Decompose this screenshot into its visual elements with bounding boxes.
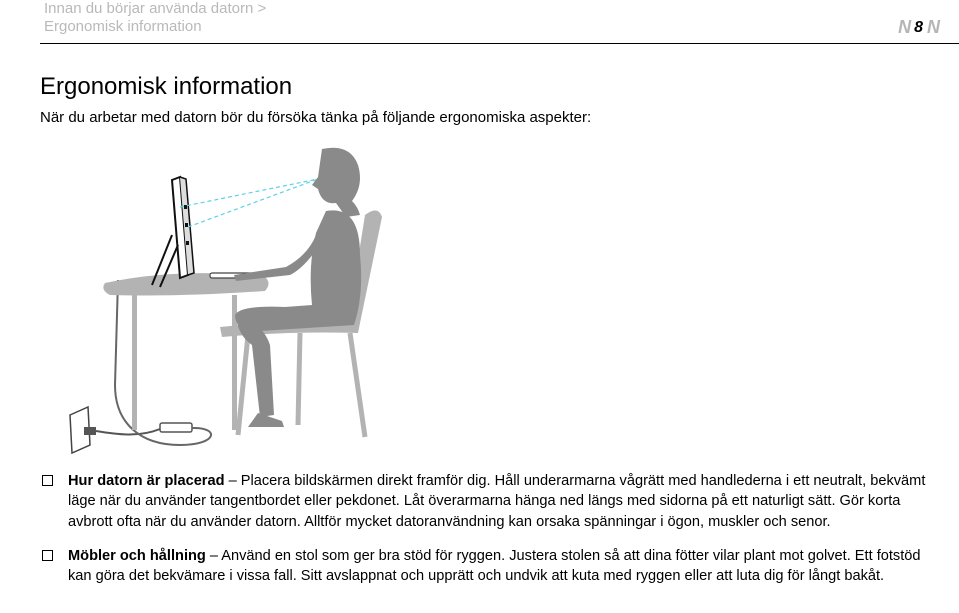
- line-of-sight: [180, 179, 318, 227]
- header-divider: [40, 43, 959, 44]
- desk-shape: [103, 273, 268, 430]
- page-title: Ergonomisk information: [40, 73, 293, 100]
- list-item: [40, 546, 940, 587]
- power-outlet-icon: [70, 280, 211, 453]
- bullet-text: – Använd en stol som ger bra stöd för ryggen. Justera stolen så att dina fötter vilar plant mot golvet. Ett fotstöd kan göra det bekvämare i vissa fall. Sitt avslappnat och upprätt och undvik att kuta med ryggen eller att luta dig för långt bakåt.: [68, 547, 921, 585]
- breadcrumb-current[interactable]: Ergonomisk information: [44, 18, 202, 35]
- breadcrumb-parent[interactable]: Innan du börjar använda datorn >: [44, 0, 267, 17]
- bullet-text: – Placera bildskärmen direkt framför dig. Håll underarmarna vågrätt med handlederna i ett neutralt, bekvämt läge när du använder tangentbordet eller pekdonet. Låt överarmarna hänga ned längs med sidorna på ett naturligt sätt. Gör korta avbrott ofta när du använder datorn. Alltför mycket datoranvändning kan orsaka spänningar i ögon, muskler och senor.: [68, 473, 926, 530]
- ergonomic-guidelines-list: [40, 471, 940, 600]
- intro-text: När du arbetar med datorn bör du försöka tänka på följande ergonomiska aspekter:: [40, 109, 592, 126]
- page-navigation: [898, 17, 939, 38]
- ergonomic-posture-illustration: [60, 145, 400, 455]
- list-item: [40, 471, 940, 532]
- checkbox-bullet-icon: [42, 550, 53, 561]
- previous-page-arrow-icon[interactable]: N: [898, 17, 911, 37]
- bullet-term: Möbler och hållning: [68, 547, 206, 564]
- checkbox-bullet-icon: [42, 475, 53, 486]
- monitor-icon: [152, 177, 194, 287]
- page-header: [0, 0, 959, 46]
- bullet-term: Hur datorn är placerad: [68, 473, 225, 489]
- page-number: 8: [914, 18, 923, 36]
- next-page-arrow-icon[interactable]: N: [927, 17, 939, 37]
